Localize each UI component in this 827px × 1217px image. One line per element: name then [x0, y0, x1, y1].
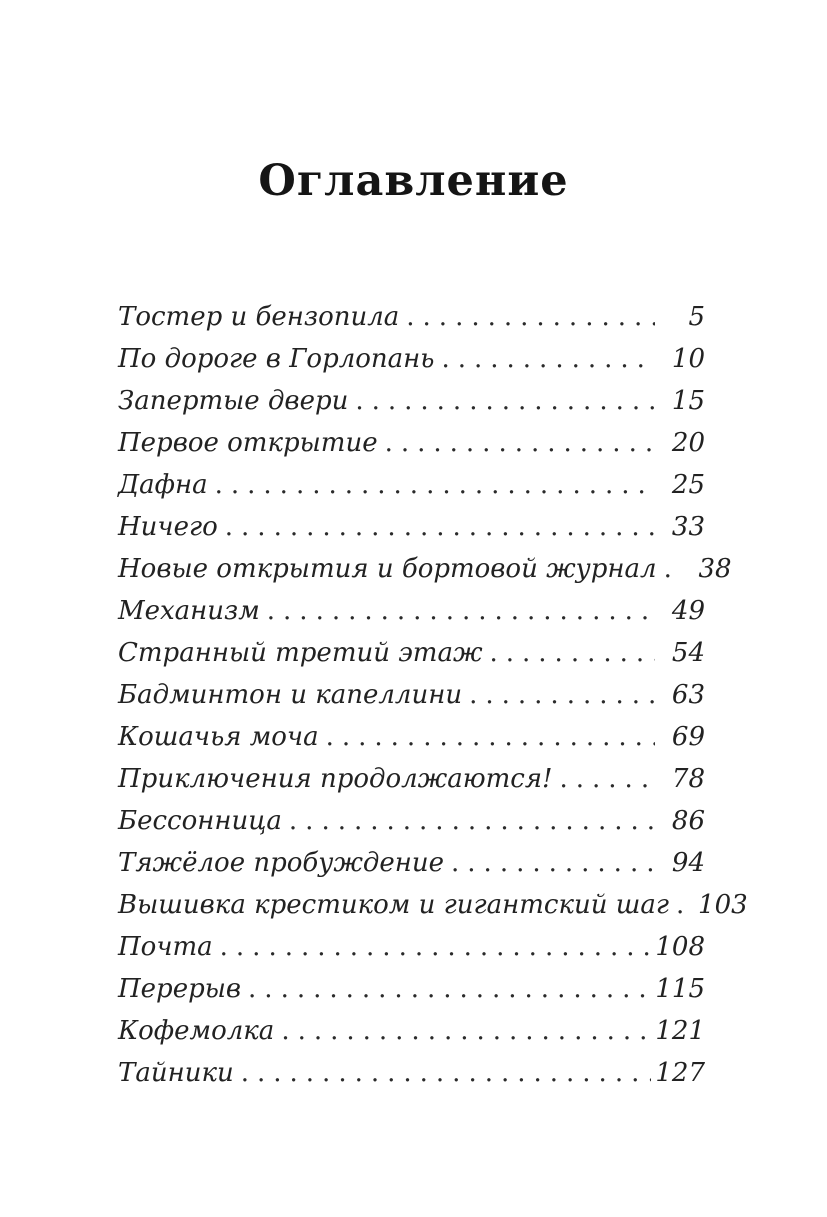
toc-entry — [118, 632, 705, 674]
chapter-title: Тяжёлое пробуждение — [118, 848, 445, 878]
toc-entry — [118, 884, 748, 926]
page-number: 63 — [671, 680, 705, 710]
page-number: 15 — [671, 386, 705, 416]
chapter-title: Механизм — [118, 596, 260, 626]
toc-list — [118, 296, 748, 1094]
page-number: 94 — [671, 848, 705, 878]
page-number: 38 — [698, 554, 732, 584]
chapter-title: Тостер и бензопила — [118, 302, 400, 332]
chapter-title: Почта — [118, 932, 213, 962]
dot-leader — [676, 884, 694, 926]
toc-entry — [118, 380, 705, 422]
dot-leader — [281, 1010, 651, 1052]
page-number: 121 — [655, 1016, 705, 1046]
chapter-title: Бадминтон и капеллини — [118, 680, 463, 710]
chapter-title: Приключения продолжаются! — [118, 764, 553, 794]
chapter-title: Дафна — [118, 470, 208, 500]
dot-leader — [560, 758, 656, 800]
toc-entry — [118, 506, 705, 548]
chapter-title: Тайники — [118, 1058, 234, 1088]
chapter-title: Странный третий этаж — [118, 638, 483, 668]
page-number: 108 — [655, 932, 705, 962]
dot-leader — [664, 548, 682, 590]
toc-entry — [118, 590, 705, 632]
chapter-title: Запертые двери — [118, 386, 349, 416]
toc-entry — [118, 1010, 705, 1052]
toc-entry — [118, 296, 705, 338]
page-number: 5 — [688, 302, 705, 332]
page-number: 54 — [671, 638, 705, 668]
dot-leader — [267, 590, 655, 632]
dot-leader — [469, 674, 655, 716]
page-number: 20 — [671, 428, 705, 458]
chapter-title: Ничего — [118, 512, 218, 542]
chapter-title: Новые открытия и бортовой журнал — [118, 554, 657, 584]
dot-leader — [326, 716, 655, 758]
dot-leader — [385, 422, 655, 464]
toc-entry — [118, 464, 705, 506]
page-number: 103 — [698, 890, 748, 920]
toc-entry — [118, 758, 705, 800]
dot-leader — [406, 296, 655, 338]
page-number: 10 — [671, 344, 705, 374]
page-title: Оглавление — [258, 156, 569, 206]
chapter-title: По дороге в Горлопань — [118, 344, 435, 374]
toc-entry — [118, 716, 705, 758]
page-number: 69 — [671, 722, 705, 752]
chapter-title: Кофемолка — [118, 1016, 275, 1046]
toc-entry — [118, 926, 705, 968]
page-number: 115 — [655, 974, 705, 1004]
toc-entry — [118, 800, 705, 842]
chapter-title: Вышивка крестиком и гигантский шаг — [118, 890, 670, 920]
toc-entry — [118, 674, 705, 716]
toc-entry — [118, 842, 705, 884]
page-number: 49 — [671, 596, 705, 626]
page-number: 78 — [671, 764, 705, 794]
page-number: 127 — [655, 1058, 705, 1088]
toc-entry — [118, 1052, 705, 1094]
page-number: 33 — [671, 512, 705, 542]
chapter-title: Бессонница — [118, 806, 282, 836]
dot-leader — [451, 842, 655, 884]
dot-leader — [225, 506, 655, 548]
dot-leader — [490, 632, 656, 674]
page-number: 25 — [671, 470, 705, 500]
toc-entry — [118, 548, 732, 590]
dot-leader — [220, 926, 652, 968]
chapter-title: Первое открытие — [118, 428, 378, 458]
dot-leader — [441, 338, 655, 380]
chapter-title: Перерыв — [118, 974, 242, 1004]
toc-entry — [118, 968, 705, 1010]
dot-leader — [241, 1052, 652, 1094]
dot-leader — [215, 464, 655, 506]
page-number: 86 — [671, 806, 705, 836]
toc-entry — [118, 338, 705, 380]
dot-leader — [248, 968, 651, 1010]
dot-leader — [355, 380, 655, 422]
dot-leader — [289, 800, 655, 842]
chapter-title: Кошачья моча — [118, 722, 319, 752]
toc-entry — [118, 422, 705, 464]
